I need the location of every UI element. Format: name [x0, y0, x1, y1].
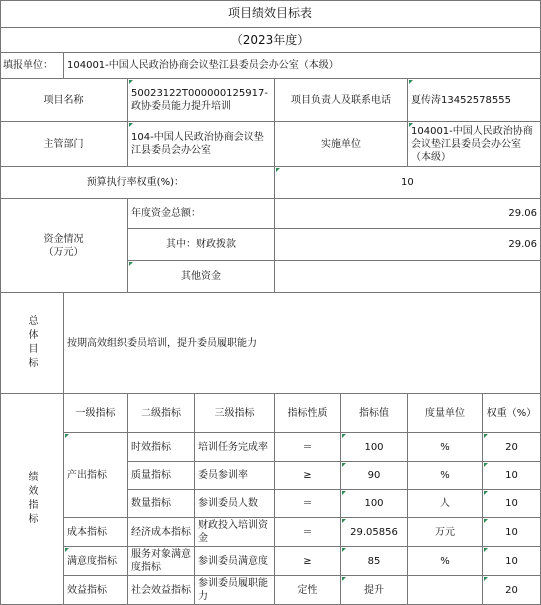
- perf-label-text: 绩效指标: [26, 471, 37, 527]
- row-0-nature: ＝: [275, 433, 341, 462]
- impl-unit-label: 实施单位: [275, 122, 408, 167]
- row-1-unit: %: [408, 462, 483, 490]
- row-5-level2: 社会效益指标: [128, 576, 195, 605]
- row-1-value: 90: [341, 462, 408, 490]
- funds-fiscal-label: 其中：财政拨款: [128, 229, 275, 261]
- impl-unit-value: 104001-中国人民政治协商会议垫江县委员会办公室（本级）: [408, 122, 541, 167]
- row-2-unit: 人: [408, 490, 483, 518]
- row-4-nature: ≥: [275, 547, 341, 576]
- overall-goal-label: [0, 293, 64, 394]
- perf-label: [0, 394, 64, 605]
- header-weight: 权重（%）: [483, 394, 541, 433]
- row-2-weight: 10: [483, 490, 541, 518]
- funds-fiscal-value: 29.06: [275, 229, 541, 261]
- funds-label-text: 资金情况 （万元）: [43, 233, 84, 258]
- overall-goal-value: 按期高效组织委员培训，提升委员履职能力: [64, 293, 541, 394]
- budget-weight-label: 预算执行率权重(%)：: [0, 167, 275, 199]
- header-unit: 度量单位: [408, 394, 483, 433]
- level1-cost: 成本指标: [64, 518, 128, 547]
- project-contact-value: 夏传涛13452578555: [408, 79, 541, 122]
- row-1-nature: ≥: [275, 462, 341, 490]
- funds-total-value: 29.06: [275, 199, 541, 229]
- funds-other-value: [275, 261, 541, 293]
- project-name-value: 50023122T000000125917-政协委员能力提升培训: [128, 79, 275, 122]
- row-4-unit: %: [408, 547, 483, 576]
- row-1-level2: 质量指标: [128, 462, 195, 490]
- row-3-nature: ＝: [275, 518, 341, 547]
- row-3-value: 29.05856: [341, 518, 408, 547]
- level1-output: 产出指标: [64, 433, 128, 518]
- row-0-weight: 20: [483, 433, 541, 462]
- supervisor-value: 104-中国人民政治协商会议垫江县委员会办公室: [128, 122, 275, 167]
- project-contact-label: 项目负责人及联系电话: [275, 79, 408, 122]
- row-2-level2: 数量指标: [128, 490, 195, 518]
- filling-unit-label: 填报单位：: [0, 53, 64, 79]
- row-3-level3: 财政投入培训资金: [195, 518, 275, 547]
- row-5-value: 提升: [341, 576, 408, 605]
- row-2-nature: ＝: [275, 490, 341, 518]
- row-0-level3: 培训任务完成率: [195, 433, 275, 462]
- row-5-weight: 20: [483, 576, 541, 605]
- row-4-level2: 服务对象满意度指标: [128, 547, 195, 576]
- row-0-value: 100: [341, 433, 408, 462]
- header-level2: 二级指标: [128, 394, 195, 433]
- header-level1: 一级指标: [64, 394, 128, 433]
- filling-unit-value: 104001-中国人民政治协商会议垫江县委员会办公室（本级）: [64, 53, 541, 79]
- header-level3: 三级指标: [195, 394, 275, 433]
- row-5-level3: 参训委员履职能力: [195, 576, 275, 605]
- budget-weight-value: 10: [275, 167, 541, 199]
- row-4-level3: 参训委员满意度: [195, 547, 275, 576]
- row-1-level3: 委员参训率: [195, 462, 275, 490]
- row-3-weight: 10: [483, 518, 541, 547]
- project-name-label: 项目名称: [0, 79, 128, 122]
- sheet-title: 项目绩效目标表: [0, 0, 541, 28]
- row-3-level2: 经济成本指标: [128, 518, 195, 547]
- level1-satisfaction: 满意度指标: [64, 547, 128, 576]
- row-5-unit: [408, 576, 483, 605]
- level1-benefit: 效益指标: [64, 576, 128, 605]
- row-4-weight: 10: [483, 547, 541, 576]
- overall-goal-label-text: 总体目标: [26, 315, 37, 371]
- funds-label: [0, 199, 128, 293]
- row-0-unit: %: [408, 433, 483, 462]
- row-1-weight: 10: [483, 462, 541, 490]
- sheet-year: （2023年度）: [0, 28, 541, 53]
- row-5-nature: 定性: [275, 576, 341, 605]
- row-4-value: 85: [341, 547, 408, 576]
- row-0-level2: 时效指标: [128, 433, 195, 462]
- header-nature: 指标性质: [275, 394, 341, 433]
- funds-total-label: 年度资金总额：: [128, 199, 275, 229]
- supervisor-label: 主管部门: [0, 122, 128, 167]
- header-value: 指标值: [341, 394, 408, 433]
- funds-other-label: 其他资金: [128, 261, 275, 293]
- row-3-unit: 万元: [408, 518, 483, 547]
- row-2-value: 100: [341, 490, 408, 518]
- row-2-level3: 参训委员人数: [195, 490, 275, 518]
